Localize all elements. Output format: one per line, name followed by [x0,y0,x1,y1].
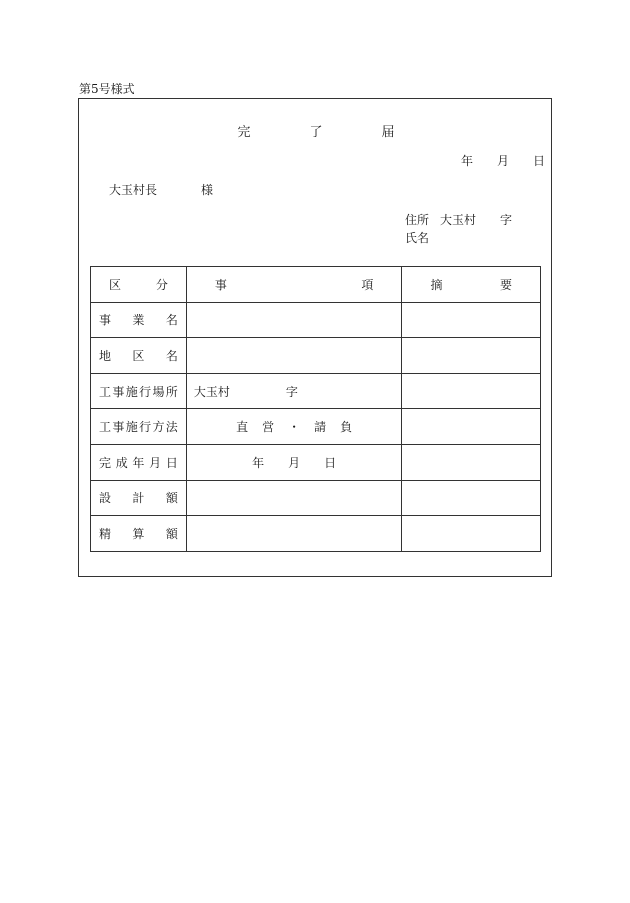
completion-date-field[interactable] [186,444,402,480]
label-char: 事 [112,384,125,399]
addressee-name: 大玉村長 [109,183,158,197]
addressee-honorific: 様 [201,183,214,197]
row-label-work-method [91,409,187,445]
row-label-project-name [91,302,187,338]
label-char: 工 [99,420,112,435]
project-name-field[interactable] [186,302,402,338]
table-row [91,302,541,338]
table-row [91,409,541,445]
completion-month-label: 月 [288,455,301,470]
header-char: 事 [214,277,227,292]
label-char: 業 [132,313,145,328]
label-char: 施 [125,384,138,399]
header-char: 要 [499,277,512,292]
date-day-label: 日 [532,154,545,168]
applicant-address [405,211,512,229]
design-amount-field[interactable] [186,480,402,516]
work-method-field[interactable] [186,409,402,445]
settlement-amount-field[interactable] [186,516,402,552]
label-char: 設 [99,491,112,506]
label-char: 精 [99,526,112,541]
location-village: 大玉村 [193,384,230,399]
method-direct-2[interactable]: 営 [262,420,275,435]
table-row [91,373,541,409]
method-contract-2[interactable]: 負 [340,420,353,435]
table-header [91,267,541,303]
work-location-field[interactable] [186,373,402,409]
label-char: 行 [139,384,152,399]
label-char: 額 [165,526,178,541]
address-village: 大玉村 [440,213,477,227]
addressee [109,181,213,198]
location-aza: 字 [285,384,298,399]
label-char: 事 [99,313,112,328]
label-char: 月 [149,455,162,470]
table-row [91,444,541,480]
submission-date [449,152,557,169]
work-method-remarks[interactable] [402,409,541,445]
table-row [91,338,541,374]
form-number: 第5号様式 [79,82,135,96]
district-name-field[interactable] [186,338,402,374]
row-label-work-location [91,373,187,409]
header-char: 項 [361,277,374,292]
label-char: 算 [132,526,145,541]
row-label-settlement-amount [91,516,187,552]
table-row [91,480,541,516]
date-year-label: 年 [460,154,473,168]
label-char: 名 [165,348,178,363]
project-name-remarks[interactable] [402,302,541,338]
form-title [79,121,553,140]
label-char: 行 [139,420,152,435]
label-char: 工 [99,384,112,399]
completion-day-label: 日 [324,455,337,470]
title-char: 了 [309,125,323,140]
design-amount-remarks[interactable] [402,480,541,516]
completion-table [90,266,541,552]
label-char: 日 [165,455,178,470]
method-separator: ・ [288,420,301,435]
address-label: 住所 [405,213,430,227]
label-char: 名 [165,313,178,328]
label-char: 場 [152,384,165,399]
label-char: 所 [165,384,178,399]
label-char: 法 [165,420,178,435]
label-char: 額 [165,491,178,506]
method-direct-1[interactable]: 直 [236,420,249,435]
completion-date-remarks[interactable] [402,444,541,480]
method-contract-1[interactable]: 請 [314,420,327,435]
applicant-name [405,229,512,247]
header-char: 摘 [430,277,443,292]
label-char: 年 [132,455,145,470]
title-char: 届 [381,125,395,140]
header-tekiyo [402,267,541,303]
work-location-remarks[interactable] [402,373,541,409]
completion-year-label: 年 [252,455,265,470]
label-char: 区 [132,348,145,363]
label-char: 施 [125,420,138,435]
table-row [91,516,541,552]
district-name-remarks[interactable] [402,338,541,374]
label-char: 方 [152,420,165,435]
row-label-design-amount [91,480,187,516]
title-char: 完 [237,125,251,140]
row-label-district-name [91,338,187,374]
row-label-completion-date [91,444,187,480]
applicant-block [405,211,512,247]
label-char: 事 [112,420,125,435]
header-jiko [186,267,402,303]
label-char: 完 [99,455,112,470]
name-label: 氏名 [405,231,430,245]
form-frame [78,98,552,577]
settlement-amount-remarks[interactable] [402,516,541,552]
date-month-label: 月 [496,154,509,168]
label-char: 成 [115,455,128,470]
header-char: 分 [155,277,168,292]
label-char: 計 [132,491,145,506]
header-kubun [91,267,187,303]
label-char: 地 [99,348,112,363]
header-char: 区 [109,277,122,292]
address-aza: 字 [500,213,513,227]
